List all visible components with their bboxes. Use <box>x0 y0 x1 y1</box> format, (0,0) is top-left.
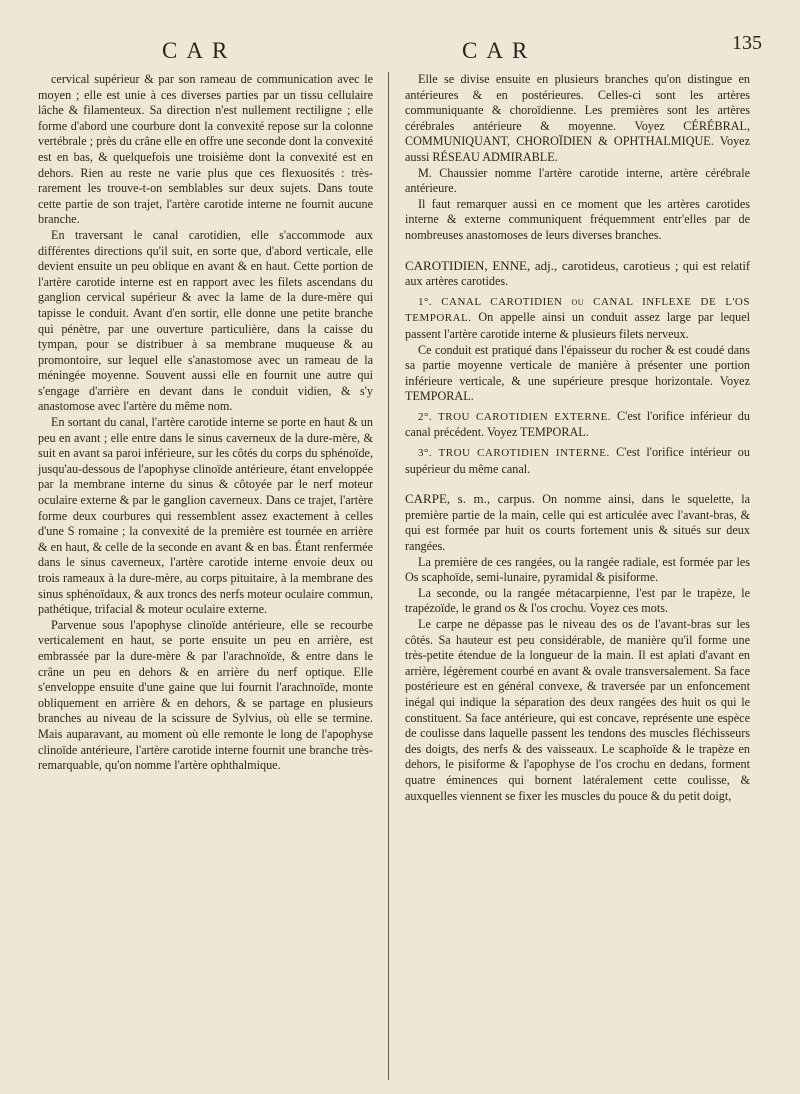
sub-entry-trou-interne <box>405 445 750 477</box>
sub-entry-lead: 2°. TROU CAROTIDIEN EXTERNE. <box>418 410 612 423</box>
paragraph: La seconde, ou la rangée métacarpienne, l'est par le trapèze, le trapézoïde, le grand os & l'os crochu. Voyez ces mots. <box>405 585 750 616</box>
sub-entry-text: On appelle ainsi un conduit assez large par lequel passent l'artère carotide interne & plusieurs filets nerveux. <box>405 310 750 341</box>
column-divider <box>388 72 389 1080</box>
page-header <box>0 10 800 63</box>
paragraph: En sortant du canal, l'artère carotide interne se porte en haut & un peu en avant ; elle entre dans le sinus caverneux de la dure-mère, & suit en avant sa paroi inférieure, sur les côtés du corps du sphénoïde, jusqu'au-dessous de l'apophyse clinoïde antérieure, étant enveloppée par la membrane interne du sinus & côtoyée par le nerf moteur oculaire externe & par le ganglion caverneux. Dans ce trajet, l'artère forme deux courbures qui ressemblent assez exactement à celles d'une S romaine ; la convexité de la première est tournée en arrière & en haut, & celle de la seconde en avant & en bas. Étant renfermée dans le sinus caverneux, l'artère carotide interne envoie deux ou trois rameaux à la dure-mère, au corps pituitaire, à la membrane des sinus sphénoïdaux, & aux troncs des nerfs moteur oculaire commun, pathétique, trifacial & moteur oculaire externe. <box>38 415 373 617</box>
entry-headword: CARPE, s. m., carpus. <box>405 491 535 507</box>
paragraph: M. Chaussier nomme l'artère carotide interne, artère cérébrale antérieure. <box>405 165 750 196</box>
paragraph: Ce conduit est pratiqué dans l'épaisseur du rocher & est coudé dans sa partie moyenne verticale de manière à présenter une portion inférieure verticale, & une supérieure presque horizontale. Voyez TEMPORAL. <box>405 342 750 404</box>
page-number: 135 <box>732 32 762 54</box>
paragraph: Elle se divise ensuite en plusieurs branches qu'on distingue en antérieures & en postérieures. Celles-ci sont les artères communiquante & choroïdienne. Les premières sont les artères cérébrales antérieure & moyenne. Voyez CÉRÉBRAL, COMMUNIQUANT, CHOROÏDIEN & OPHTHALMIQUE. Voyez aussi RÉSEAU ADMIRABLE. <box>405 72 750 164</box>
running-head-left: CAR <box>162 38 237 63</box>
paragraph: Parvenue sous l'apophyse clinoïde antérieure, elle se recourbe verticalement en haut, se porte ensuite un peu en arrière, est embrassée par la dure-mère & par l'arachnoïde, & entre dans le crâne un peu en dehors & en arrière du nerf optique. Elle s'enveloppe ensuite d'une gaine que lui fournit l'arachnoïde, monte obliquement en arrière & en dehors, & se partage en plusieurs branches au niveau de la scissure de Sylvius, où elle se termine. Mais auparavant, au moment où elle remonte le long de l'apophyse clinoïde antérieure, l'artère carotide interne fournit une branche très-remarquable, qu'on nomme l'artère ophthalmique. <box>38 617 373 773</box>
sub-entry-trou-externe <box>405 409 750 441</box>
sub-entry-lead: 3°. TROU CAROTIDIEN INTERNE. <box>418 447 610 460</box>
left-column <box>38 72 373 774</box>
paragraph: En traversant le canal carotidien, elle s'accommode aux différentes directions qu'il suit, en sorte que, d'abord verticale, elle devient ensuite un peu oblique en avant & en haut. Cette portion de l'artère carotide interne est en rapport avec les filets ascendans du ganglion cervical supérieur & avec la lame de la dure-mère qui tapisse le conduit. Avant d'en sortir, elle donne une petite branche qui pénètre, par une ouverture particulière, dans la caisse du tympan, pour se distribuer à sa membrane muqueuse & au promontoire, sur lequel elle s'anastomose avec un rameau de la méningée moyenne. Souvent aussi elle en fournit une autre qui s'engage d'arrière en devant dans le conduit vidien, & s'y anastomose avec l'artère du même nom. <box>38 227 373 414</box>
sub-entry-canal <box>405 294 750 343</box>
paragraph: Il faut remarquer aussi en ce moment que les artères carotides interne & externe communiquent fréquemment entr'elles par de nombreuses anastomoses de leurs diverses branches. <box>405 196 750 242</box>
sub-entry-lead: 1°. CANAL CAROTIDIEN ou CANAL INFLEXE DE L'OS TEMPORAL. <box>405 295 750 325</box>
paragraph: La première de ces rangées, ou la rangée radiale, est formée par les Os scaphoïde, semi-lunaire, pyramidal & pisiforme. <box>405 554 750 585</box>
entry-headword: CAROTIDIEN, ENNE, adj., carotideus, carotieus ; <box>405 257 679 273</box>
sub-entry-text: C'est l'orifice inférieur du canal précédent. Voyez TEMPORAL. <box>405 408 750 440</box>
paragraph: Le carpe ne dépasse pas le niveau des os de l'avant-bras sur les côtés. Sa hauteur est peu considérable, de manière qu'il forme une très-petite étendue de la longueur de la main. Il est aplati d'avant en arrière, légèrement courbé en avant & ovale transversalement. Sa face postérieure est en général convexe, & traversée par un enfoncement inégal qui indique la séparation des deux rangées des huit os qui le constituent. Sa face antérieure, qui est concave, représente une espèce de coulisse dans laquelle passent les tendons des muscles fléchisseurs des doigts, des nerfs & des vaisseaux. Le scaphoïde & le trapèze en dehors, le pisiforme & l'apophyse de l'os crochu en dedans, forment quatre éminences qui bornent latéralement cette coulisse, & auxquelles viennent se fixer les muscles du pouce & du petit doigt, <box>405 617 750 803</box>
paragraph: cervical supérieur & par son rameau de communication avec le moyen ; elle est unie à ces diverses parties par un tissu cellulaire lâche & filamenteux. Sa direction n'est nullement rectiligne ; elle forme d'abord une courbure dont la convexité repose sur la colonne vertébrale ; près du crâne elle en offre une seconde dont la convexité est en bas, & quelquefois une troisième dont la convexité est en dehors. Rien au reste ne varie plus que ces flexuosités : très-rarement les trouve-t-on semblables sur deux sujets. Dans toute cette partie de son trajet, l'artère carotide interne ne fournit aucune branche. <box>38 72 373 227</box>
running-head-right: CAR <box>462 38 537 63</box>
right-column <box>405 72 750 804</box>
entry-definition: On nomme ainsi, dans le squelette, la première partie de la main, celle qui est articulée avec l'avant-bras, & qui est formée par huit os courts fortement unis & situés sur deux rangées. <box>405 492 751 554</box>
sub-entry-text: C'est l'orifice intérieur ou supérieur du même canal. <box>405 445 750 476</box>
dictionary-entry-carpe <box>405 491 750 554</box>
entry-definition: qui est relatif aux artères carotides. <box>405 258 750 289</box>
dictionary-entry-carotidien <box>405 258 750 290</box>
